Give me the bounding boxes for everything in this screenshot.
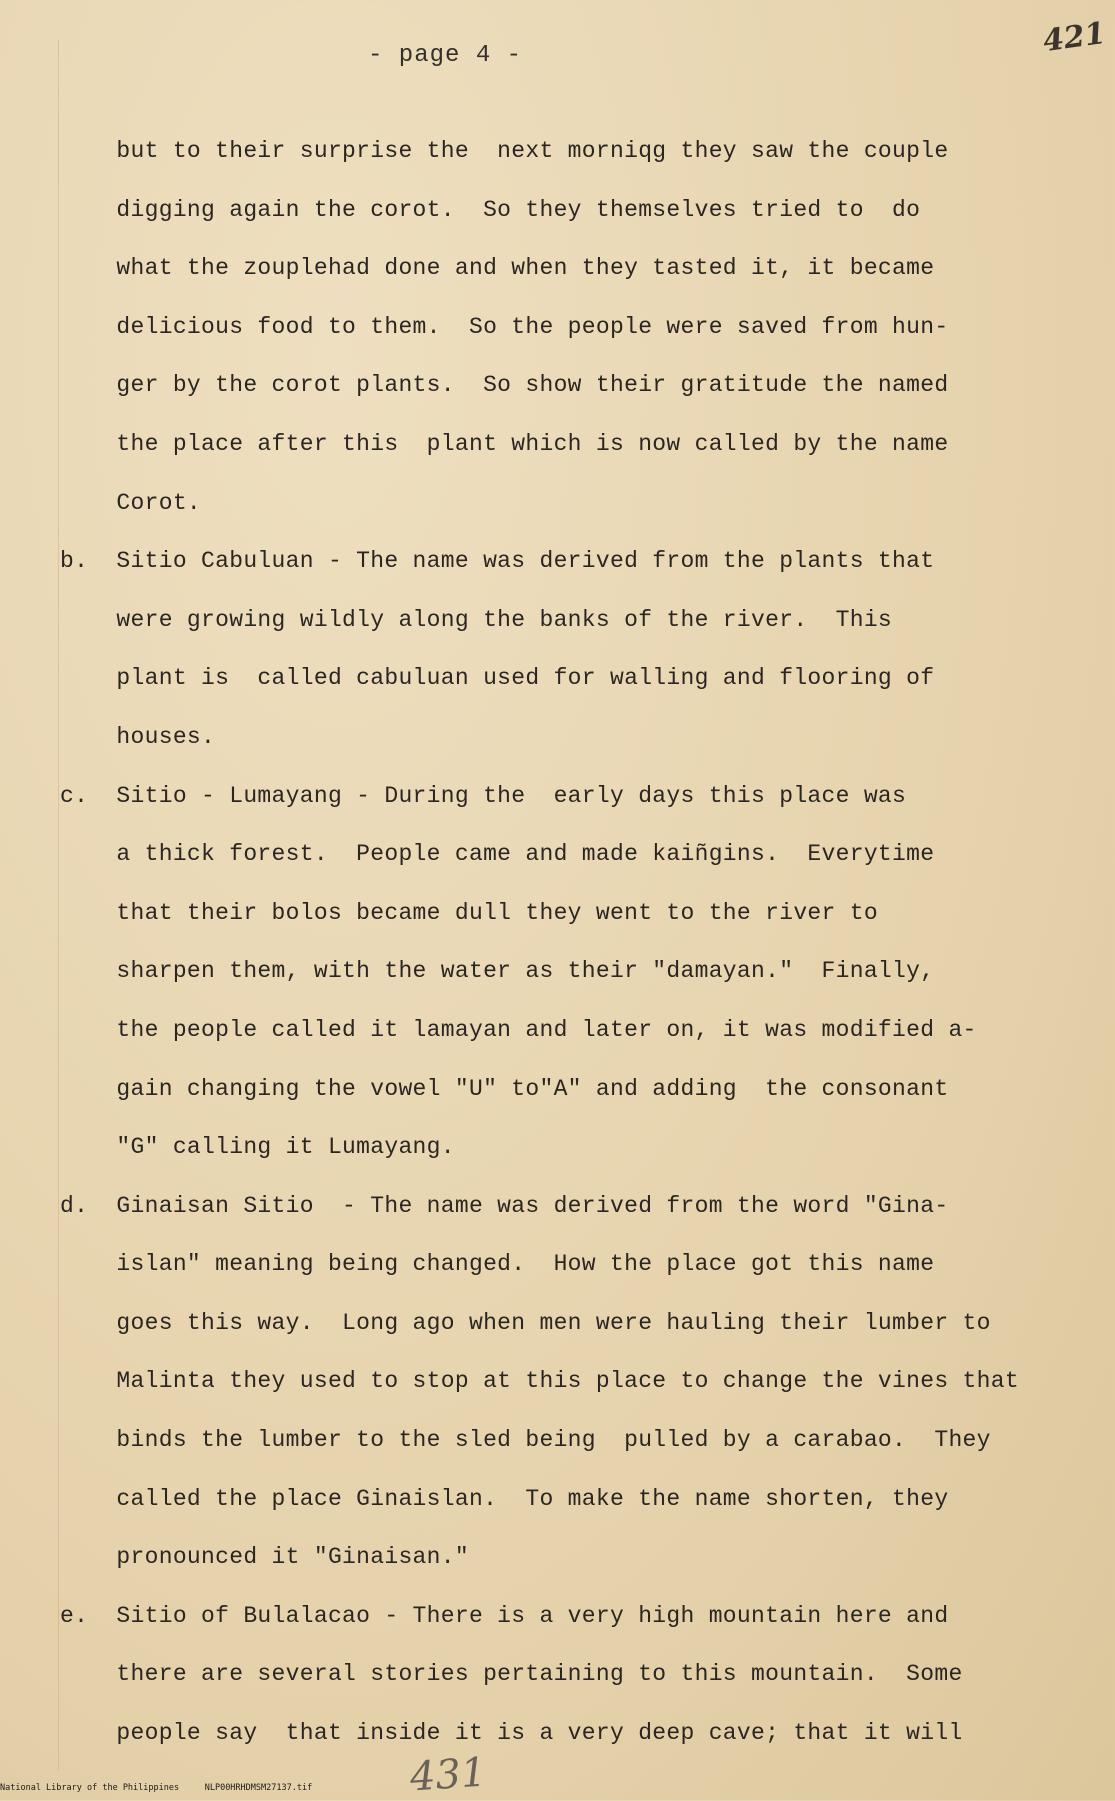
- document-body: [60, 122, 1050, 1763]
- text-line: "G" calling it Lumayang.: [60, 1134, 455, 1161]
- text-line: c. Sitio - Lumayang - During the early days this place was: [60, 782, 907, 809]
- text-line: b. Sitio Cabuluan - The name was derived from the plants that: [60, 548, 935, 575]
- footer-filename: NLP00HRHDMSM27137.tif: [204, 1783, 313, 1793]
- text-line: what the zouplehad done and when they tasted it, it became: [60, 255, 935, 282]
- text-line: but to their surprise the next morniqg they saw the couple: [60, 138, 949, 164]
- text-line: islan" meaning being changed. How the place got this name: [60, 1251, 935, 1278]
- text-line: that their bolos became dull they went to the river to: [60, 899, 878, 926]
- text-line: binds the lumber to the sled being pulled by a carabao. They: [60, 1427, 991, 1454]
- text-line: were growing wildly along the banks of the river. This: [60, 606, 893, 633]
- text-line: plant is called cabuluan used for walling and flooring of: [60, 665, 935, 692]
- text-line: delicious food to them. So the people were saved from hun-: [60, 313, 949, 340]
- text-line: there are several stories pertaining to this mountain. Some: [60, 1661, 963, 1688]
- text-line: the place after this plant which is now called by the name: [60, 430, 949, 457]
- scan-footer: [0, 1783, 312, 1793]
- text-line: gain changing the vowel "U" to"A" and adding the consonant: [60, 1075, 949, 1102]
- folio-number: 421: [1040, 15, 1108, 60]
- text-line: pronounced it "Ginaisan.": [60, 1544, 469, 1571]
- text-line: called the place Ginaislan. To make the name shorten, they: [60, 1485, 949, 1512]
- text-line: the people called it lamayan and later on, it was modified a-: [60, 1016, 977, 1043]
- text-line: people say that inside it is a very deep cave; that it will: [60, 1720, 963, 1747]
- text-line: goes this way. Long ago when men were hauling their lumber to: [60, 1309, 991, 1336]
- text-line: Corot.: [60, 489, 202, 516]
- bottom-folio-number: 431: [408, 1749, 488, 1801]
- text-line: d. Ginaisan Sitio - The name was derived from the word "Gina-: [60, 1192, 949, 1219]
- text-line: a thick forest. People came and made kaiñgins. Everytime: [60, 841, 935, 868]
- text-line: Malinta they used to stop at this place to change the vines that: [60, 1368, 1019, 1395]
- page-number: - page 4 -: [368, 42, 523, 69]
- text-line: ger by the corot plants. So show their gratitude the named: [60, 372, 949, 399]
- margin-rule: [58, 40, 59, 1770]
- text-line: houses.: [60, 723, 216, 750]
- text-line: e. Sitio of Bulalacao - There is a very high mountain here and: [60, 1602, 949, 1629]
- footer-library: National Library of the Philippines: [0, 1783, 180, 1793]
- text-line: sharpen them, with the water as their "damayan." Finally,: [60, 958, 935, 985]
- text-line: digging again the corot. So they themselves tried to do: [60, 196, 921, 223]
